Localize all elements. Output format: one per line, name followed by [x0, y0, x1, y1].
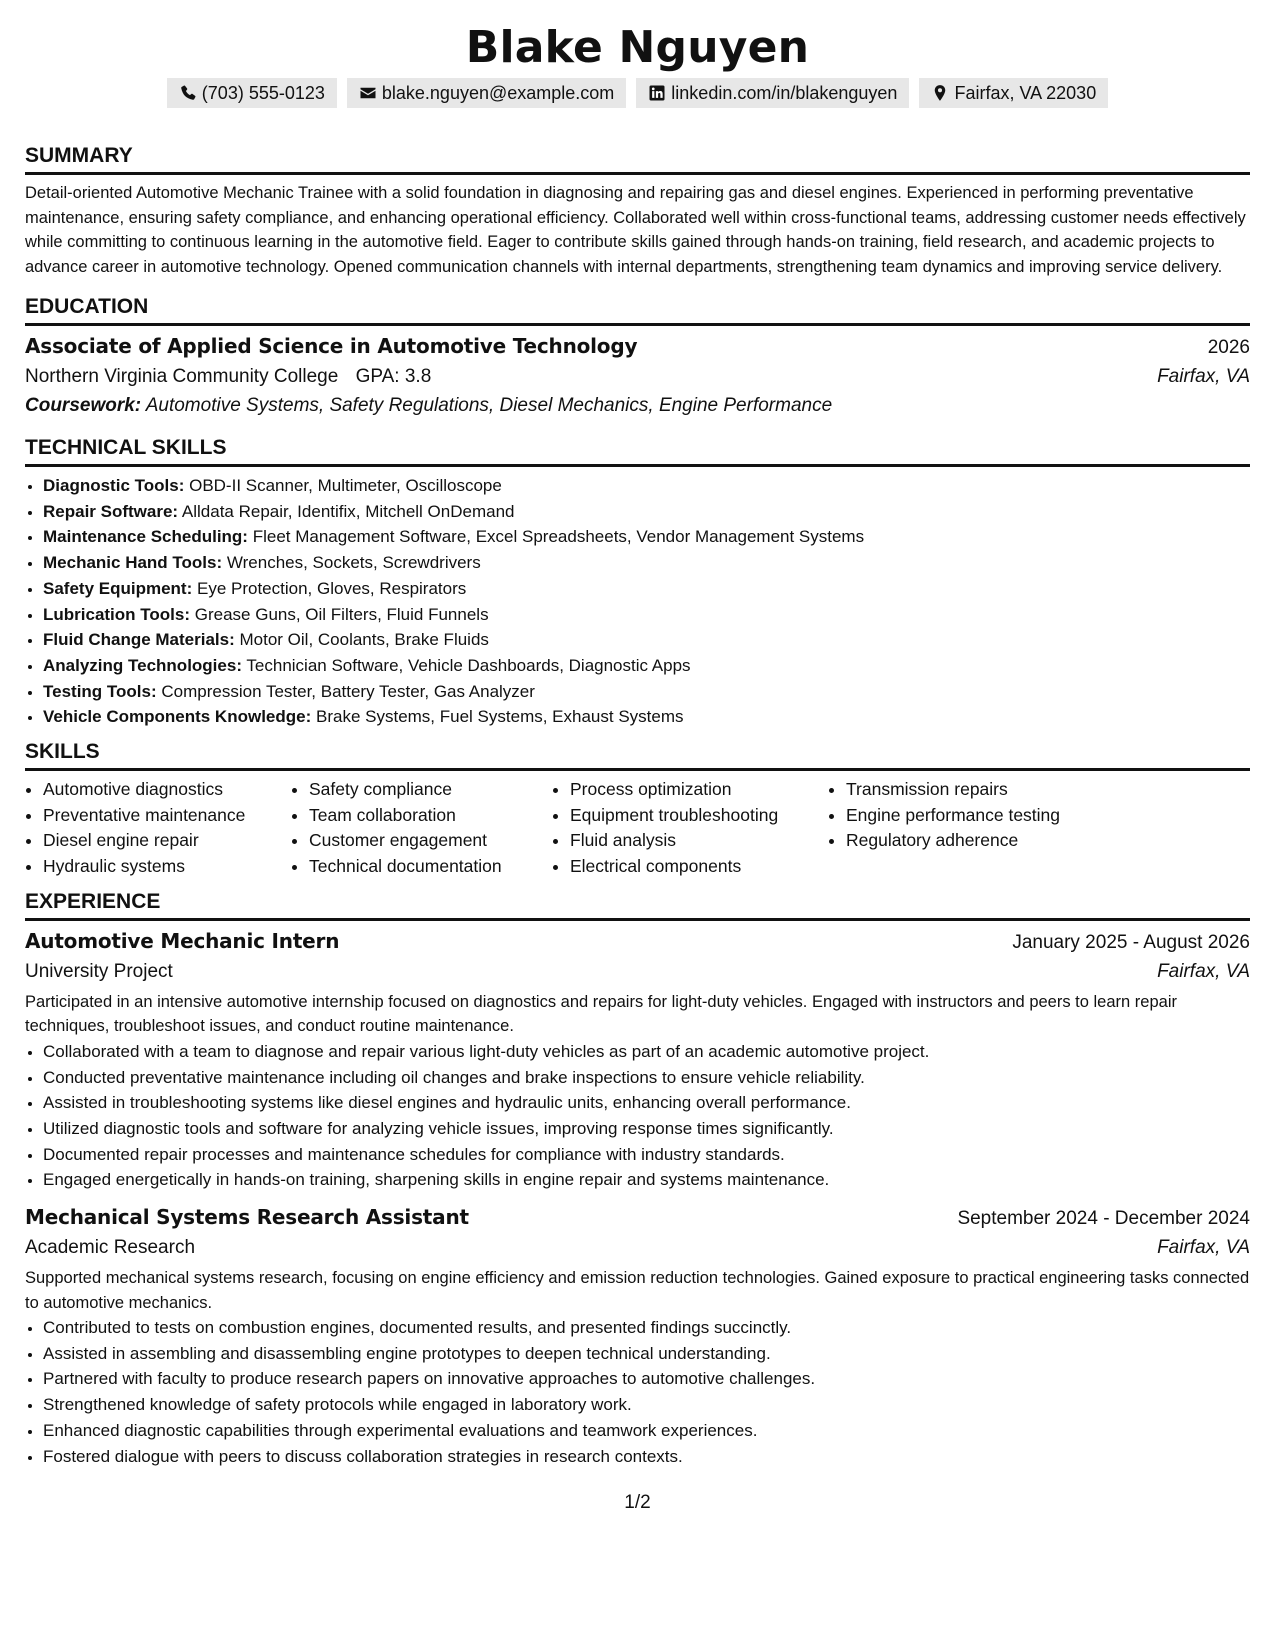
skills-section — [25, 738, 1250, 880]
technical-skill-label: Mechanic Hand Tools: — [43, 553, 223, 573]
skill-item: • Diesel engine repair — [43, 828, 291, 854]
technical-skill-label: Fluid Change Materials: — [43, 630, 235, 650]
degree-title: Associate of Applied Science in Automotive Technology — [25, 334, 638, 358]
linkedin-icon — [648, 84, 666, 102]
job-bullet: • Assisted in assembling and disassembling engine prototypes to deepen technical understanding. — [43, 1341, 1250, 1367]
resume-page — [25, 0, 1250, 1469]
job-bullet: • Documented repair processes and maintenance schedules for compliance with industry standards. — [43, 1142, 1250, 1168]
education-school-row — [25, 362, 1250, 391]
technical-skill-item — [43, 704, 1250, 730]
skill-item: • Process optimization — [570, 777, 828, 803]
technical-skill-item — [43, 473, 1250, 499]
technical-skill-value: Eye Protection, Gloves, Respirators — [196, 578, 467, 598]
job-title: Automotive Mechanic Intern — [25, 928, 340, 953]
technical-skill-value: Wrenches, Sockets, Screwdrivers — [226, 553, 481, 573]
technical-skill-item — [43, 576, 1250, 602]
job-description: Supported mechanical systems research, focusing on engine efficiency and emission reduction technologies. Gained exposure to practical engineering tasks connected to automotive mechanics. — [25, 1269, 1250, 1312]
technical-skill-value: Fleet Management Software, Excel Spreadsheets, Vendor Management Systems — [252, 527, 865, 547]
job-bullet: • Conducted preventative maintenance including oil changes and brake inspections to ensure vehicle reliability. — [43, 1065, 1250, 1091]
job-description: Participated in an intensive automotive internship focused on diagnostics and repairs for light-duty vehicles. Engaged with instructors and peers to learn repair techniques, troubleshoot issues, and conduct routine maintenance. — [25, 992, 1177, 1036]
job-bullet: • Contributed to tests on combustion engines, documented results, and presented findings succinctly. — [43, 1315, 1250, 1341]
contact-linkedin[interactable] — [636, 78, 909, 108]
technical-skill-item — [43, 653, 1250, 679]
contact-row — [25, 78, 1250, 108]
candidate-name: Blake Nguyen — [465, 22, 810, 73]
technical-skill-value: Brake Systems, Fuel Systems, Exhaust Systems — [316, 707, 684, 727]
coursework-list: Automotive Systems, Safety Regulations, Diesel Mechanics, Engine Performance — [145, 395, 833, 416]
job-header-row — [25, 927, 1250, 957]
technical-skills-list — [25, 473, 1250, 730]
technical-skill-item — [43, 602, 1250, 628]
skill-item: • Engine performance testing — [846, 803, 1146, 829]
job-org: Academic Research — [25, 1237, 196, 1259]
contact-email[interactable] — [347, 78, 626, 108]
experience-section — [25, 888, 1250, 1469]
envelope-icon — [359, 84, 377, 102]
linkedin-text: linkedin.com/in/blakenguyen — [671, 83, 898, 103]
skills-column — [25, 777, 291, 880]
job-dates: January 2025 - August 2026 — [1012, 931, 1250, 953]
map-pin-icon — [931, 84, 949, 102]
job-org-row — [25, 957, 1250, 986]
summary-text: Detail-oriented Automotive Mechanic Trainee with a solid foundation in diagnosing and repairing gas and diesel engines. Experienced in performing preventative maintenance, ensuring safety compliance, and enhancing operational efficiency. Collaborated well within cross-functional teams, addressing customer needs effectively while committing to continuous learning in the automotive field. Eager to contribute skills gained through hands-on training, field research, and academic projects to advance career in automotive technology. Opened communication channels with internal departments, strengthening team dynamics and improving service delivery. — [25, 184, 1246, 276]
experience-heading: EXPERIENCE — [25, 888, 1250, 921]
technical-skill-item — [43, 499, 1250, 525]
skill-item: • Safety compliance — [309, 777, 552, 803]
contact-phone[interactable] — [167, 78, 337, 108]
skills-column — [291, 777, 552, 880]
technical-skill-value: Compression Tester, Battery Tester, Gas Analyzer — [161, 681, 535, 701]
school-line — [25, 362, 431, 391]
job-bullet: • Engaged energetically in hands-on training, sharpening skills in engine repair and systems maintenance. — [43, 1167, 1250, 1193]
job-bullets — [25, 1039, 1250, 1193]
degree-year: 2026 — [1207, 337, 1250, 358]
job-header-row — [25, 1203, 1250, 1233]
experience-entry — [25, 927, 1250, 1193]
technical-skill-item — [43, 627, 1250, 653]
technical-skills-heading: TECHNICAL SKILLS — [25, 434, 1250, 467]
summary-heading: SUMMARY — [25, 142, 1250, 175]
job-bullet: • Strengthened knowledge of safety protocols while engaged in laboratory work. — [43, 1392, 1250, 1418]
technical-skill-item — [43, 524, 1250, 550]
school-location: Fairfax, VA — [1157, 366, 1250, 387]
experience-list — [25, 927, 1250, 1469]
school-name: Northern Virginia Community College — [25, 366, 339, 387]
technical-skill-label: Vehicle Components Knowledge: — [43, 707, 312, 727]
phone-text: (703) 555-0123 — [201, 83, 325, 103]
skill-item: • Customer engagement — [309, 828, 552, 854]
job-bullet: • Partnered with faculty to produce research papers on innovative approaches to automotive challenges. — [43, 1366, 1250, 1392]
coursework — [25, 391, 1250, 420]
skill-item: • Hydraulic systems — [43, 854, 291, 880]
skill-item: • Electrical components — [570, 854, 828, 880]
skills-column — [828, 777, 1146, 880]
job-bullet: • Assisted in troubleshooting systems like diesel engines and hydraulic units, enhancing overall performance. — [43, 1090, 1250, 1116]
coursework-label: Coursework: — [25, 395, 142, 416]
technical-skill-value: Motor Oil, Coolants, Brake Fluids — [239, 630, 489, 650]
job-bullet: • Collaborated with a team to diagnose and repair various light-duty vehicles as part of an academic automotive project. — [43, 1039, 1250, 1065]
job-dates: September 2024 - December 2024 — [957, 1208, 1250, 1230]
technical-skill-label: Diagnostic Tools: — [43, 476, 185, 495]
phone-icon — [179, 84, 197, 102]
gpa: GPA: 3.8 — [355, 366, 432, 387]
technical-skill-label: Repair Software: — [43, 501, 179, 521]
job-bullets — [25, 1315, 1250, 1469]
technical-skill-label: Analyzing Technologies: — [43, 655, 242, 675]
skills-grid — [25, 777, 1250, 880]
skill-item: • Preventative maintenance — [43, 803, 291, 829]
education-heading: EDUCATION — [25, 293, 1250, 326]
job-org-row — [25, 1233, 1250, 1262]
job-org: University Project — [25, 960, 173, 982]
job-location: Fairfax, VA — [1157, 960, 1250, 982]
skill-item: • Fluid analysis — [570, 828, 828, 854]
job-bullet: • Enhanced diagnostic capabilities through experimental evaluations and teamwork experiences. — [43, 1418, 1250, 1444]
summary-section — [25, 142, 1250, 279]
technical-skill-value: Technician Software, Vehicle Dashboards, Diagnostic Apps — [246, 655, 691, 675]
education-section — [25, 293, 1250, 420]
technical-skill-label: Maintenance Scheduling: — [43, 527, 248, 547]
technical-skill-item — [43, 550, 1250, 576]
email-text: blake.nguyen@example.com — [381, 83, 615, 103]
skill-item: • Technical documentation — [309, 854, 552, 880]
technical-skill-value: Grease Guns, Oil Filters, Fluid Funnels — [194, 604, 489, 624]
job-bullet: • Utilized diagnostic tools and software for analyzing vehicle issues, improving response times significantly. — [43, 1116, 1250, 1142]
job-title: Mechanical Systems Research Assistant — [25, 1205, 469, 1230]
technical-skills-section — [25, 434, 1250, 730]
technical-skill-item — [43, 679, 1250, 705]
page-number: 1/2 — [624, 1492, 651, 1513]
skill-item: • Equipment troubleshooting — [570, 803, 828, 829]
technical-skill-value: OBD-II Scanner, Multimeter, Oscilloscope — [189, 476, 502, 495]
skill-item: • Team collaboration — [309, 803, 552, 829]
contact-location — [919, 78, 1108, 108]
skills-column — [552, 777, 828, 880]
job-bullet: • Fostered dialogue with peers to discuss collaboration strategies in research contexts. — [43, 1444, 1250, 1470]
technical-skill-value: Alldata Repair, Identifix, Mitchell OnDemand — [181, 501, 515, 521]
job-location: Fairfax, VA — [1157, 1237, 1250, 1259]
location-text: Fairfax, VA 22030 — [954, 83, 1097, 103]
skills-heading: SKILLS — [25, 738, 1250, 771]
skill-item: • Transmission repairs — [846, 777, 1146, 803]
skill-item: • Automotive diagnostics — [43, 777, 291, 803]
experience-entry — [25, 1203, 1250, 1469]
education-header-row — [25, 332, 1250, 362]
technical-skill-label: Safety Equipment: — [43, 578, 193, 598]
skill-item: • Regulatory adherence — [846, 828, 1146, 854]
technical-skill-label: Testing Tools: — [43, 681, 157, 701]
technical-skill-label: Lubrication Tools: — [43, 604, 191, 624]
